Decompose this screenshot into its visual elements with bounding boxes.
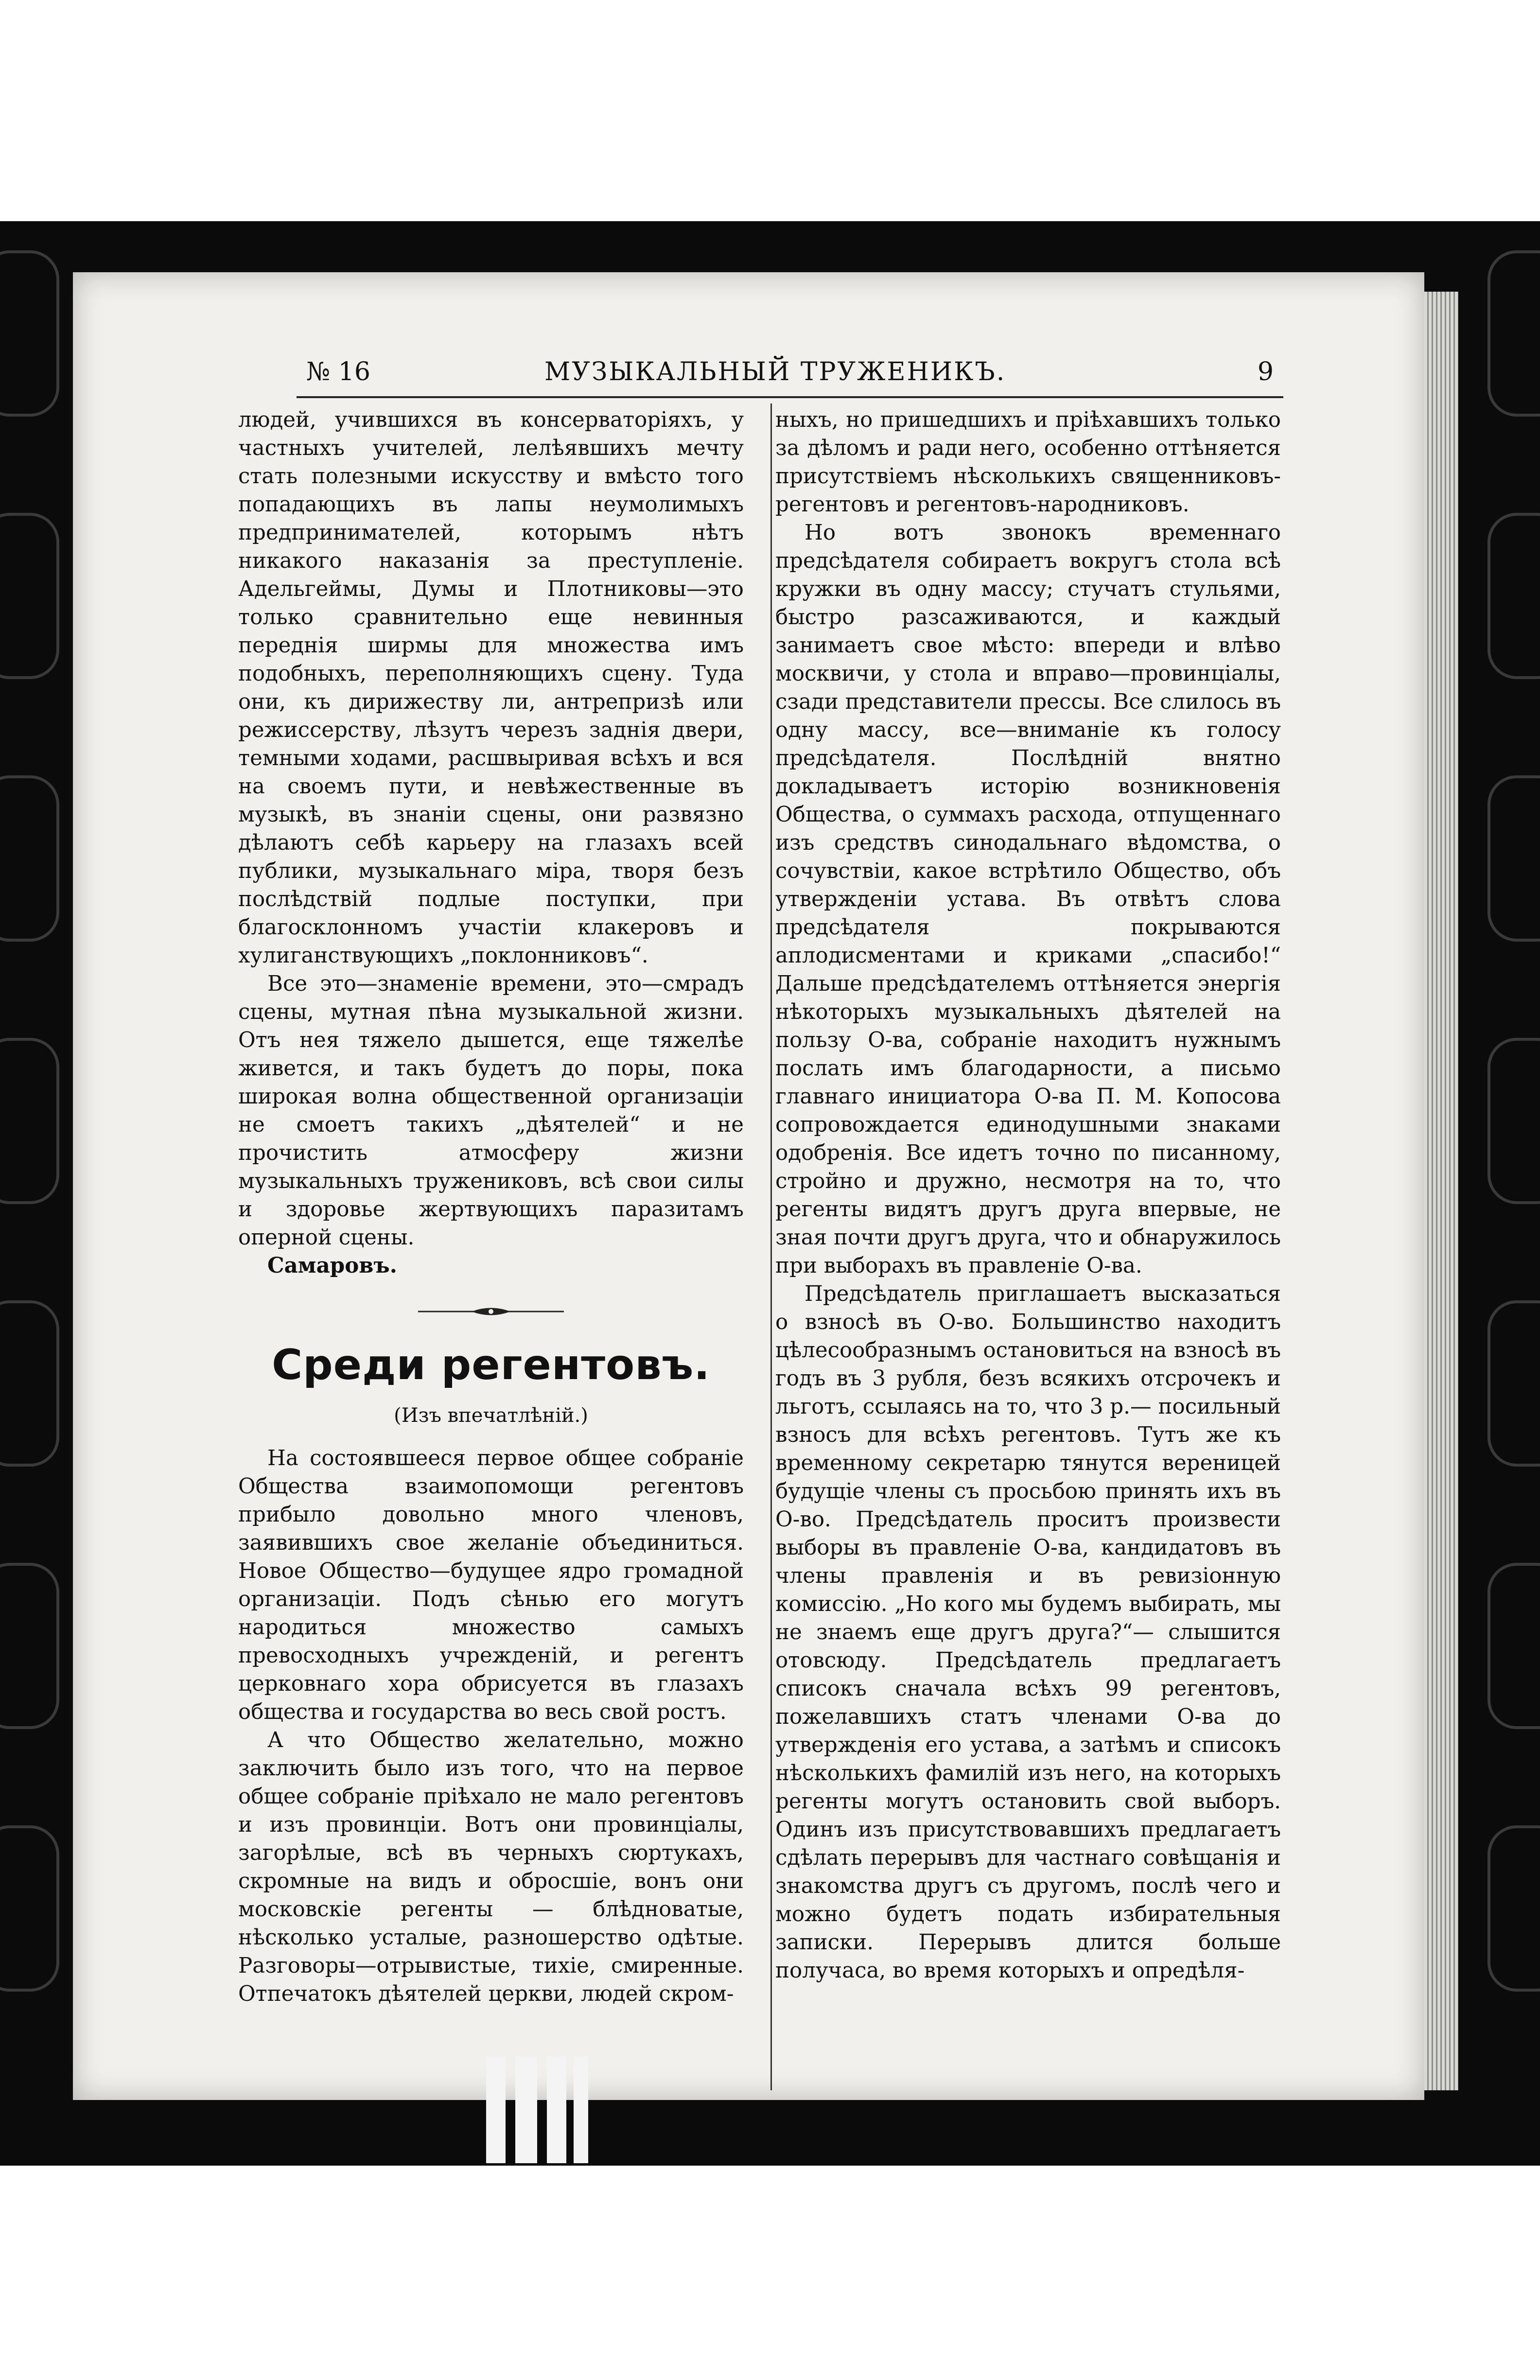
paragraph: людей, учившихся въ консерваторіяхъ, у частныхъ учителей, лелѣявшихъ мечту стать полезными искусству и вмѣсто того попадающихъ въ лапы неумолимыхъ предпринимателей, которымъ нѣтъ никакого наказанія за преступленіе. Адельгеймы, Думы и Плотниковы—это только сравнительно еще невинныя переднія ширмы для множества имъ подобныхъ, переполняющихъ сцену. Туда они, къ дирижеству ли, антрепризѣ или режиссерству, лѣзутъ черезъ заднія двери, темными ходами, расшвыривая всѣхъ и вся на своемъ пути, и невѣжественные въ музыкѣ, въ знаніи сцены, они развязно дѣлаютъ себѣ карьеру на глазахъ всей публики, музыкальнаго міра, творя безъ послѣдствій подлые поступки, при благосклонномъ участіи клакеровъ и хулиганствующихъ „поклонниковъ“. (238, 408, 744, 968)
binding-tape (574, 2056, 588, 2163)
article-title: Среди регентовъ. (272, 1341, 710, 1389)
paragraph: Все это—знаменіе времени, это—смрадъ сцены, мутная пѣна музыкальной жизни. Отъ нея тяжело дышется, еще тяжелѣе живется, и такъ будетъ до поры, пока широкая волна общественной организаціи не смоетъ такихъ „дѣятелей“ и не прочистить атмосферу жизни музыкальныхъ тружениковъ, всѣ свои силы и здоровье жертвующихъ паразитамъ оперной сцены. (238, 972, 744, 1250)
journal-title: МУЗЫКАЛЬНЫЙ ТРУЖЕНИКЪ. (544, 357, 1006, 386)
running-head (292, 357, 1303, 396)
column-divider (770, 403, 772, 2090)
binding-tape (486, 2056, 506, 2163)
paragraph: Предсѣдатель приглашаетъ высказаться о взносѣ въ О-во. Большинство находитъ цѣлесообразнымъ остановиться на взносѣ въ годъ въ 3 рубля, безъ всякихъ отсрочекъ и льготъ, ссылаясь на то, что 3 р.— посильный взносъ для всѣхъ регентовъ. Тутъ же къ временному секретарю тянутся вереницей будущіе члены съ просьбою принять ихъ въ О-во. Предсѣдатель проситъ произвести выборы въ правленіе О-ва, кандидатовъ въ члены правленія и въ ревизіонную комиссію. „Но кого мы будемъ выбирать, мы не знаемъ еще другъ друга?“— слышится отовсюду. Предсѣдатель предлагаетъ списокъ сначала всѣхъ 99 регентовъ, пожелавшихъ статъ членами О-ва до утвержденія его устава, а затѣмъ и списокъ нѣсколькихъ фамилій изъ него, на которыхъ регенты могутъ остановить свой выборъ. Одинъ изъ присутствовавшихъ предлагаетъ сдѣлать перерывъ для частнаго совѣщанія и знакомства другъ съ другомъ, послѣ чего и можно будетъ подать избирательныя записки. Перерывъ длится больше получаса, во время которыхъ и опредѣля- (775, 1282, 1281, 1983)
binding-tape (515, 2056, 537, 2163)
article-subtitle: (Изъ впечатлѣній.) (394, 1404, 588, 1427)
author-signature: Самаровъ. (267, 1253, 397, 1278)
paragraph: А что Общество желательно, можно заключить было изъ того, что на первое общее собраніе пріѣхало не мало регентовъ и изъ провинціи. Вотъ они провинціалы, загорѣлые, всѣ въ черныхъ сюртукахъ, скромные на видъ и обросшіе, вонъ они московскіе регенты — блѣдноватые, нѣсколько усталые, разношерство одѣтые. Разговоры—отрывистые, тихіе, смиренные. Отпечатокъ дѣятелей церкви, людей скром- (238, 1728, 744, 2006)
left-column (238, 406, 744, 2008)
header-rule (297, 396, 1283, 398)
right-column (775, 406, 1281, 1985)
issue-number: № 16 (306, 357, 370, 386)
page-number: 9 (1257, 357, 1274, 386)
paragraph: ныхъ, но пришедшихъ и пріѣхавшихъ только за дѣломъ и ради него, особенно оттѣняется присутствіемъ нѣсколькихъ священниковъ-регентовъ и регентовъ-народниковъ. (775, 408, 1281, 517)
ornament-divider (418, 1304, 564, 1319)
binding-tape (547, 2056, 566, 2163)
page-edge (1424, 292, 1458, 2090)
paragraph: Но вотъ звонокъ временнаго предсѣдателя собираетъ вокругъ стола всѣ кружки въ одну массу; стучатъ стульями, быстро разсаживаются, и каждый занимаетъ свое мѣсто: впереди и влѣво москвичи, у стола и вправо—провинціалы, сзади представители прессы. Все слилось въ одну массу, все—вниманіе къ голосу предсѣдателя. Послѣдній внятно докладываетъ исторію возникновенія Общества, о суммахъ расхода, отпущеннаго изъ средствъ синодальнаго вѣдомства, о сочувствіи, какое встрѣтило Общество, объ утвержденіи устава. Въ отвѣтъ слова предсѣдателя покрываются аплодисментами и криками „спасибо!“ Дальше предсѣдателемъ оттѣняется энергія нѣкоторыхъ музыкальныхъ дѣятелей на пользу О-ва, собраніе находитъ нужнымъ послать имъ благодарности, а письмо главнаго инициатора О-ва П. М. Копосова сопровождается единодушными знаками одобренія. Все идетъ точно по писанному, стройно и дружно, несмотря на то, что регенты видятъ другъ друга впервые, не зная почти другъ друга, что и обнаружилось при выборахъ въ правленіе О-ва. (775, 521, 1281, 1278)
paragraph: На состоявшееся первое общее собраніе Общества взаимопомощи регентовъ прибыло довольно много членовъ, заявившихъ свое желаніе объединиться. Новое Общество—будущее ядро громадной организаціи. Подъ сѣнью его могутъ народиться множество самыхъ превосходныхъ учрежденій, и регентъ церковнаго хора обрисуется въ глазахъ общества и государства во весь свой ростъ. (238, 1446, 744, 1724)
